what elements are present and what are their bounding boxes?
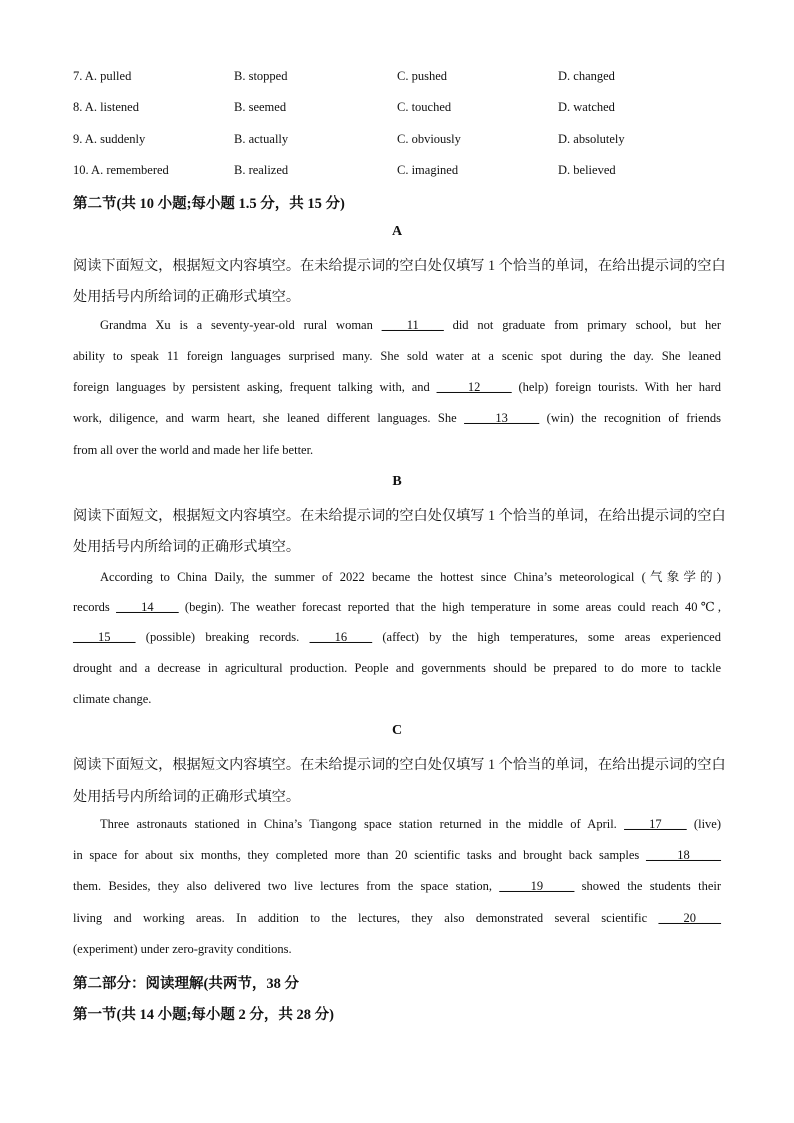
text: showed the students their bbox=[574, 879, 722, 893]
option-b: B. seemed bbox=[234, 100, 287, 114]
blank-15[interactable]: ____15____ bbox=[73, 630, 136, 644]
question-7-options bbox=[0, 69, 794, 89]
blank-18[interactable]: _____18_____ bbox=[646, 848, 721, 862]
instruction-line-2: 处用括号内所给词的正确形式填空。 bbox=[73, 789, 301, 805]
text: (possible) breaking records. bbox=[135, 630, 310, 644]
instruction-line-1: 阅读下面短文，根据短文内容填空。在未给提示词的空白处仅填写 1 个恰当的单词，在给出提示词的空白 bbox=[73, 258, 726, 274]
blank-19[interactable]: _____19_____ bbox=[499, 879, 575, 893]
text: in space for about six months, they completed more than 20 scientific tasks and brought back samples bbox=[73, 848, 646, 862]
option-c: C. touched bbox=[397, 100, 452, 114]
passage-c-letter: C bbox=[391, 723, 403, 738]
text: did not graduate from primary school, but her bbox=[443, 318, 721, 332]
instruction-line-2: 处用括号内所给词的正确形式填空。 bbox=[73, 289, 301, 305]
text: them. Besides, they also delivered two live lectures from the space station, bbox=[73, 879, 500, 893]
instruction-line-2: 处用括号内所给词的正确形式填空。 bbox=[73, 539, 301, 555]
option-b: B. actually bbox=[234, 132, 289, 146]
text: Grandma Xu is a seventy-year-old rural woman bbox=[100, 318, 382, 332]
passage-b-line-1: According to China Daily, the summer of 2022 became the hottest since China’s meteorological (气象学的) bbox=[100, 570, 721, 584]
option-a: 8. A. listened bbox=[73, 100, 139, 114]
instruction-line-1: 阅读下面短文，根据短文内容填空。在未给提示词的空白处仅填写 1 个恰当的单词，在给出提示词的空白 bbox=[73, 757, 726, 773]
passage-a-letter: A bbox=[391, 224, 403, 239]
text: living and working areas. In addition to the lectures, they also demonstrated several scientific bbox=[73, 911, 659, 925]
passage-c-line-5: (experiment) under zero-gravity conditions. bbox=[73, 942, 292, 956]
option-a: 7. A. pulled bbox=[73, 69, 132, 83]
blank-12[interactable]: _____12_____ bbox=[436, 380, 512, 394]
option-d: D. watched bbox=[558, 100, 615, 114]
passage-c-line-4 bbox=[73, 911, 721, 926]
blank-16[interactable]: ____16____ bbox=[309, 630, 373, 644]
blank-13[interactable]: _____13_____ bbox=[464, 411, 540, 425]
text: (help) foreign tourists. With her hard bbox=[511, 380, 721, 394]
passage-b-line-3 bbox=[73, 630, 721, 645]
passage-a-line-5: from all over the world and made her life better. bbox=[73, 443, 314, 457]
passage-b-line-2 bbox=[73, 599, 721, 615]
question-9-options bbox=[0, 132, 794, 152]
text: foreign languages by persistent asking, frequent talking with, and bbox=[73, 380, 437, 394]
text: Three astronauts stationed in China’s Tiangong space station returned in the middle of April. bbox=[100, 817, 625, 831]
passage-a-line-1 bbox=[100, 318, 721, 333]
part-2-heading: 第二部分：阅读理解(共两节，38 分 bbox=[73, 976, 299, 992]
option-a: 10. A. remembered bbox=[73, 163, 169, 177]
passage-b-letter: B bbox=[392, 474, 402, 489]
section-2-heading: 第二节(共 10 小题;每小题 1.5 分，共 15 分) bbox=[73, 196, 345, 212]
option-b: B. realized bbox=[234, 163, 289, 177]
passage-c-line-1 bbox=[100, 817, 721, 832]
option-c: C. pushed bbox=[397, 69, 447, 83]
instruction-line-1: 阅读下面短文，根据短文内容填空。在未给提示词的空白处仅填写 1 个恰当的单词，在给出提示词的空白 bbox=[73, 508, 726, 524]
text: (affect) by the high temperatures, some areas experienced bbox=[372, 630, 721, 644]
text: records bbox=[73, 600, 117, 614]
blank-17[interactable]: ____17____ bbox=[624, 817, 687, 831]
text: (win) the recognition of friends bbox=[539, 411, 721, 425]
question-8-options bbox=[0, 100, 794, 120]
text: work, diligence, and warm heart, she leaned different languages. She bbox=[73, 411, 465, 425]
option-d: D. believed bbox=[558, 163, 616, 177]
blank-14[interactable]: ____14____ bbox=[116, 600, 179, 614]
option-d: D. changed bbox=[558, 69, 615, 83]
passage-b-line-4: drought and a decrease in agricultural production. People and governments should be prepared to do more to tackle bbox=[73, 661, 721, 675]
question-10-options bbox=[0, 163, 794, 183]
option-c: C. imagined bbox=[397, 163, 459, 177]
passage-c-line-2 bbox=[73, 848, 721, 863]
blank-11[interactable]: ____11____ bbox=[381, 318, 444, 332]
option-a: 9. A. suddenly bbox=[73, 132, 146, 146]
passage-c-line-3 bbox=[73, 879, 721, 894]
section-1-heading: 第一节(共 14 小题;每小题 2 分，共 28 分) bbox=[73, 1007, 334, 1023]
text: (live) bbox=[686, 817, 722, 831]
text: (begin). The weather forecast reported that the high temperature in some areas could reach 40℃, bbox=[178, 600, 721, 614]
option-d: D. absolutely bbox=[558, 132, 625, 146]
passage-a-line-3 bbox=[73, 380, 721, 395]
passage-a-line-2: ability to speak 11 foreign languages surprised many. She sold water at a scenic spot during the day. She leaned bbox=[73, 349, 721, 363]
option-b: B. stopped bbox=[234, 69, 288, 83]
blank-20[interactable]: ____20____ bbox=[658, 911, 721, 925]
passage-a-line-4 bbox=[73, 411, 721, 426]
passage-b-line-5: climate change. bbox=[73, 692, 152, 706]
option-c: C. obviously bbox=[397, 132, 461, 146]
